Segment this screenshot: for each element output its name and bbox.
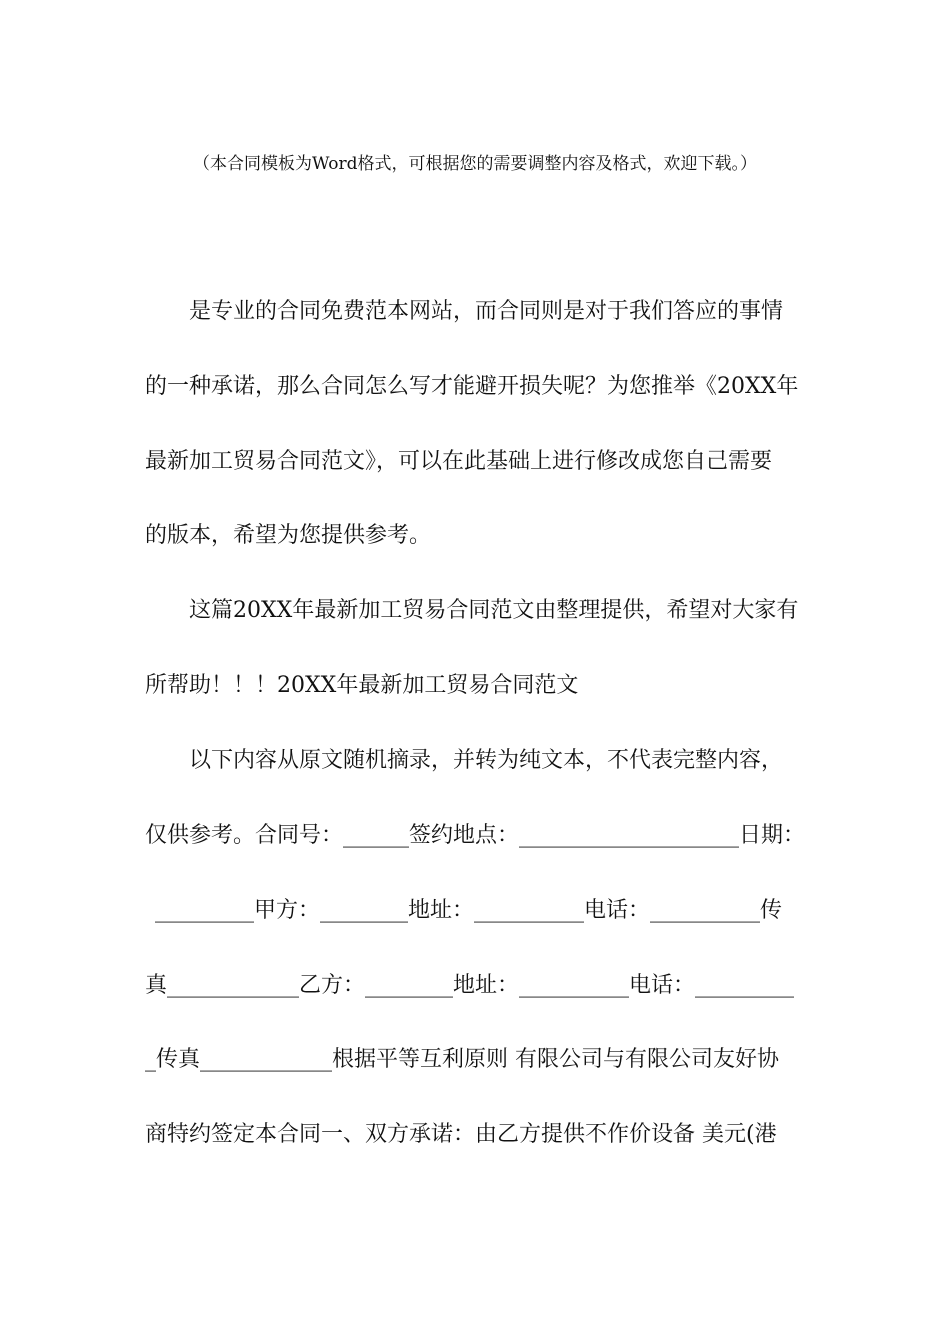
paragraph-line-1: 是专业的合同免费范本网站，而合同则是对于我们答应的事情	[189, 299, 784, 324]
paragraph-line-11: _传真____________根据平等互利原则 有限公司与有限公司友好协	[145, 1047, 779, 1072]
paragraph-line-12: 商特约签定本合同一、双方承诺：由乙方提供不作价设备 美元(港	[145, 1122, 777, 1147]
paragraph-line-9: _________甲方：________地址：__________电话：__________传	[155, 898, 783, 923]
paragraph-line-7: 以下内容从原文随机摘录，并转为纯文本，不代表完整内容，	[189, 748, 784, 773]
paragraph-line-10: 真____________乙方：________地址：__________电话：_________	[145, 973, 795, 998]
paragraph-line-5: 这篇20XX年最新加工贸易合同范文由整理提供，希望对大家有	[189, 598, 799, 623]
paragraph-line-2: 的一种承诺，那么合同怎么写才能避开损失呢？为您推举《20XX年	[145, 374, 799, 399]
paragraph-line-8: 仅供参考。合同号：______签约地点：____________________日期：	[145, 823, 806, 848]
paragraph-line-4: 的版本，希望为您提供参考。	[145, 523, 432, 548]
paragraph-line-3: 最新加工贸易合同范文》，可以在此基础上进行修改成您自己需要	[145, 449, 773, 474]
template-format-note: （本合同模板为Word格式，可根据您的需要调整内容及格式，欢迎下载。）	[192, 154, 758, 174]
paragraph-line-6: 所帮助！！！20XX年最新加工贸易合同范文	[145, 673, 579, 698]
